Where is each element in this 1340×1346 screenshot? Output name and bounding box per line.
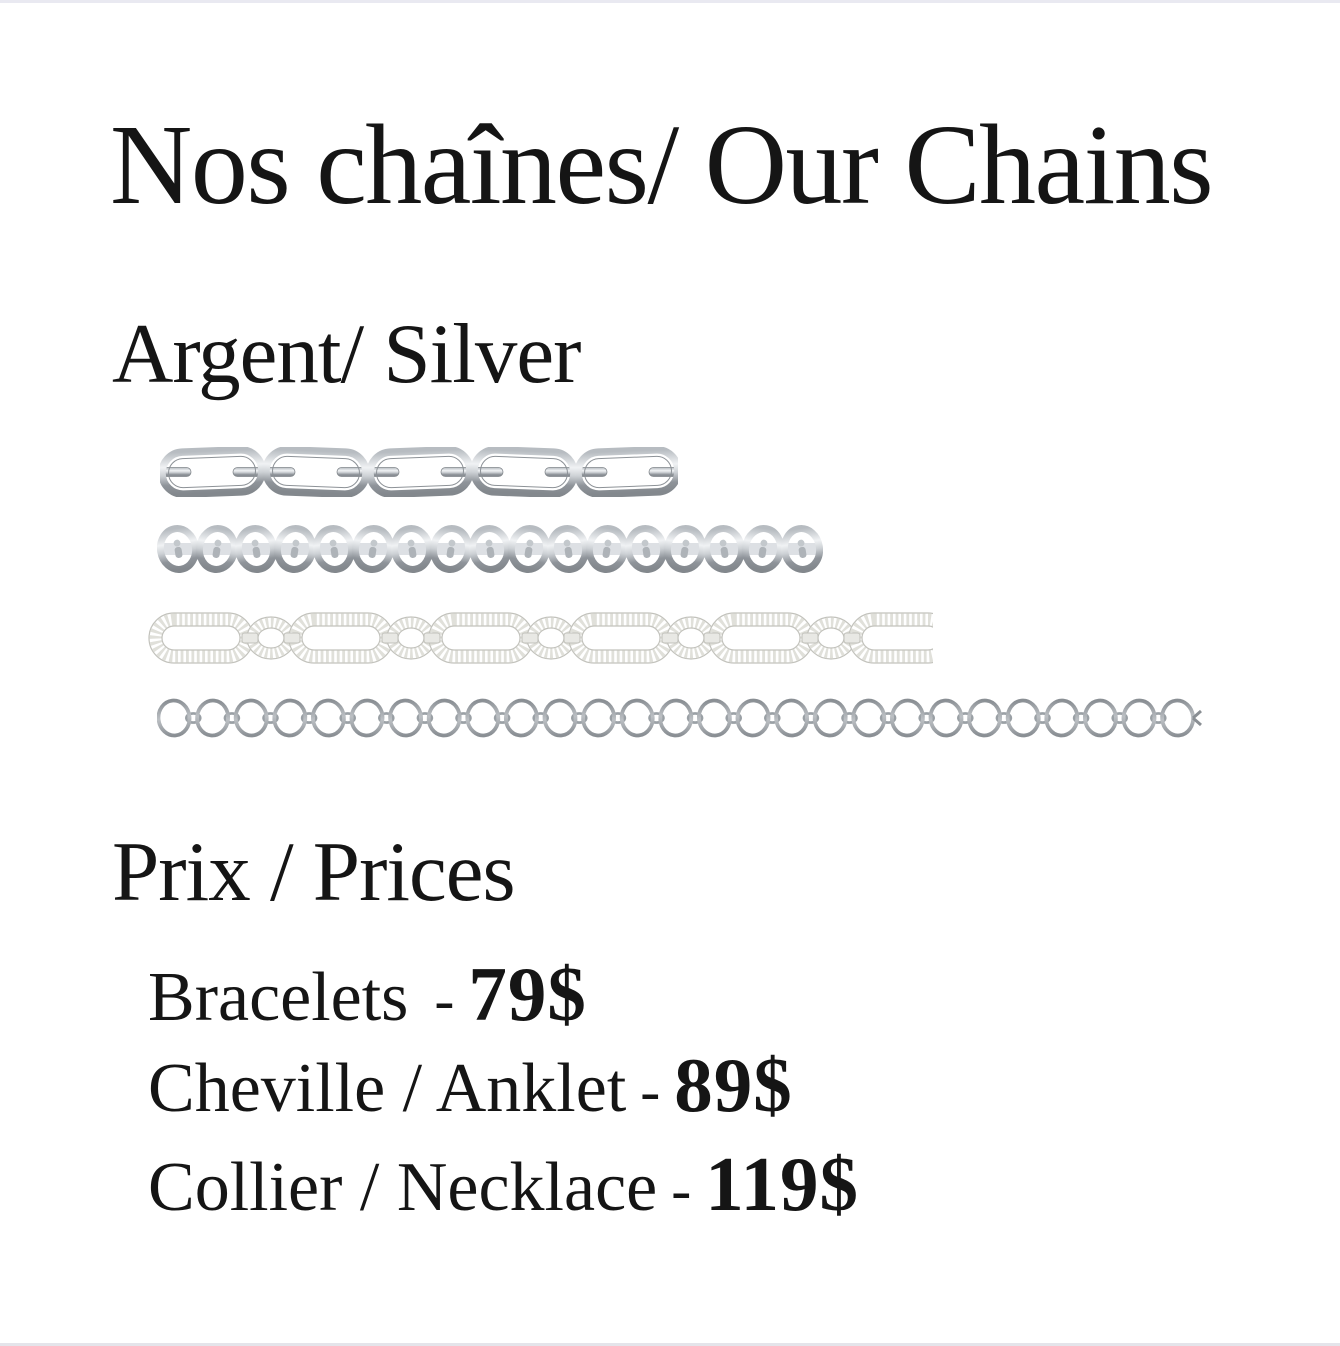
textured-chain-image xyxy=(147,607,933,669)
prices-heading: Prix / Prices xyxy=(112,825,515,919)
price-row-bracelets xyxy=(148,951,587,1037)
fine-cable-chain-graphic xyxy=(157,692,1203,744)
cable-chain-graphic xyxy=(157,522,823,576)
top-edge-strip xyxy=(0,0,1340,3)
price-dash: - xyxy=(671,1157,692,1223)
fine-cable-chain-image xyxy=(157,692,1203,744)
price-item-label: Collier / Necklace xyxy=(148,1149,658,1226)
price-dash: - xyxy=(434,967,455,1033)
price-item-label: Cheville / Anklet xyxy=(148,1050,627,1127)
material-heading: Argent/ Silver xyxy=(112,307,581,401)
price-item-label: Bracelets xyxy=(148,959,409,1036)
price-dash: - xyxy=(640,1058,661,1124)
textured-chain-graphic xyxy=(147,607,933,669)
cable-chain-image xyxy=(157,522,823,576)
price-value: 89$ xyxy=(674,1042,793,1128)
paperclip-chain-image xyxy=(160,447,678,497)
price-row-anklet xyxy=(148,1042,793,1128)
price-row-necklace xyxy=(148,1141,859,1227)
price-value: 119$ xyxy=(705,1141,859,1227)
price-value: 79$ xyxy=(468,951,587,1037)
page-title: Nos chaînes/ Our Chains xyxy=(110,101,1213,228)
paperclip-chain-graphic xyxy=(160,447,678,497)
